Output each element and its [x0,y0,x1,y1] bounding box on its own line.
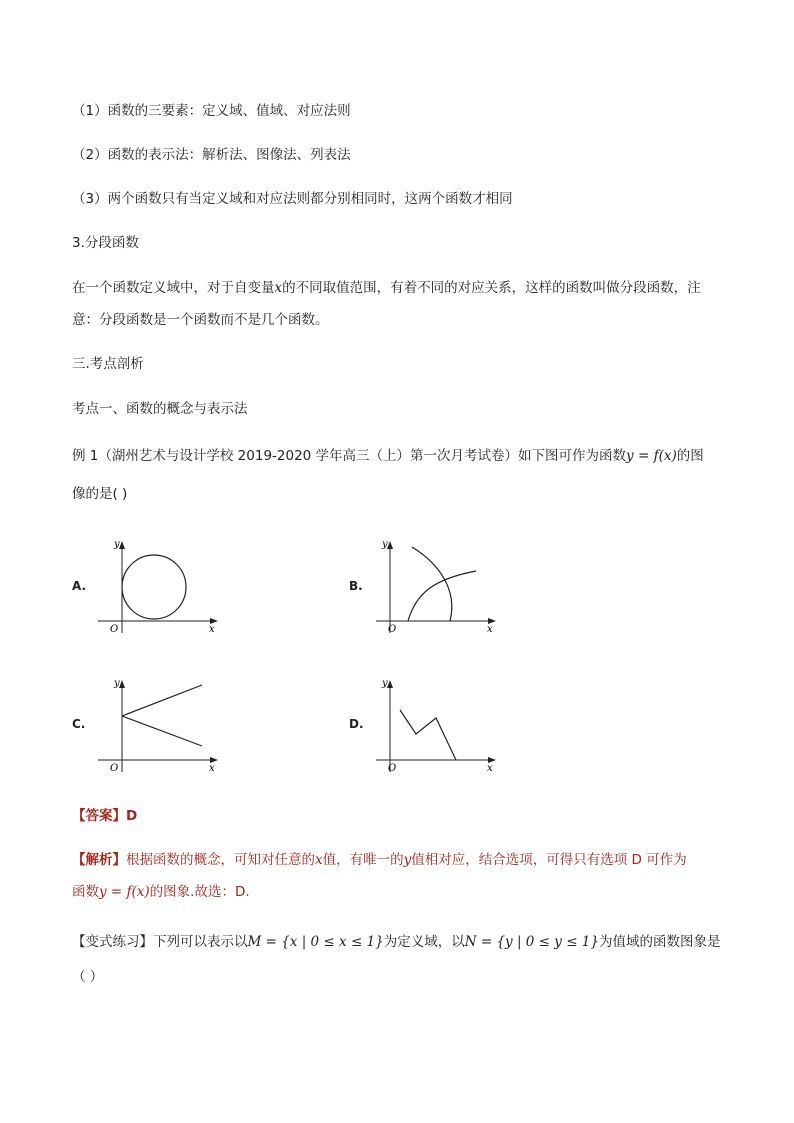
y-axis-label: y [382,539,388,550]
variable-x: x [315,852,323,868]
x-axis-label: x [487,624,493,635]
example-1-line-1 [72,446,704,466]
origin-label: O [110,624,119,635]
answer-line [72,806,137,826]
graph-a [94,533,224,638]
graph-c [94,672,224,777]
text-line-2: （2）函数的表示法：解析法、图像法、列表法 [72,147,351,163]
graph-b [372,533,502,638]
answer-value: D [126,808,138,824]
analysis-text: 的图象.故选：D. [149,884,250,900]
variant-line-1 [72,932,720,952]
ray-upper [122,685,202,716]
analysis-text: 函数 [72,884,99,900]
y-axis-label: y [382,678,388,689]
section-heading-piecewise: 3.分段函数 [72,235,139,251]
paragraph-text: 在一个函数定义域中，对于自变量 [72,280,275,296]
paragraph-piecewise-line-1 [72,278,701,298]
x-axis-label: x [487,763,493,774]
y-axis-label: y [114,678,120,689]
variant-tag: 【变式练习】 [72,934,153,950]
text-line-1: （1）函数的三要素：定义域、值域、对应法则 [72,103,351,119]
curve-1 [412,547,452,621]
analysis-line-2 [72,882,250,902]
x-axis-label: x [209,624,215,635]
variant-text: 为值域的函数图象是 [598,934,721,950]
option-a-label: A. [72,579,87,593]
analysis-text: 值，有唯一的 [322,852,404,868]
example-text: 的图 [676,448,704,464]
origin-label: O [388,624,397,635]
variant-answer-paren: （ ） [72,969,104,985]
paragraph-text: 的不同取值范围，有着不同的对应关系，这样的函数叫做分段函数，注 [282,280,701,296]
y-axis-arrow [119,541,125,549]
section-heading-analysis: 三.考点剖析 [72,356,144,372]
analysis-text: 值相对应，结合选项，可得只有选项 D 可作为 [411,852,687,868]
ray-lower [122,716,202,746]
analysis-text: 根据函数的概念，可知对任意的 [126,852,315,868]
answer-tag: 【答案】 [72,808,126,824]
subsection-heading: 考点一、函数的概念与表示法 [72,401,248,417]
analysis-line-1 [72,850,687,870]
graph-d [372,672,502,777]
function-expression: y = f(x) [99,884,150,900]
variant-text: 为定义域，以 [383,934,465,950]
y-axis-label: y [114,539,120,550]
variable-y: y [403,852,412,868]
paragraph-piecewise-line-2: 意：分段函数是一个函数而不是几个函数。 [72,312,329,328]
option-d-label: D. [349,717,364,731]
x-axis-label: x [209,763,215,774]
circle-curve [122,555,186,619]
origin-label: O [110,763,119,774]
curve-2 [408,571,476,621]
variant-text: 下列可以表示以 [153,934,248,950]
origin-label: O [388,763,397,774]
function-expression: y = f(x) [626,448,677,464]
analysis-tag: 【解析】 [72,852,126,868]
y-axis-arrow [119,680,125,688]
example-text: 例 1（湖州艺术与设计学校 2019-2020 学年高三（上）第一次月考试卷）如下图可作为函数 [72,448,627,464]
example-1-line-2: 像的是( ) [72,486,128,502]
set-n-expression: N = {y | 0 ≤ y ≤ 1} [464,934,599,950]
piecewise-polyline [400,710,456,760]
option-c-label: C. [72,717,86,731]
set-m-expression: M = {x | 0 ≤ x ≤ 1} [247,934,384,950]
y-axis-arrow [387,541,393,549]
y-axis-arrow [387,680,393,688]
option-b-label: B. [349,579,363,593]
variable-x: x [274,280,283,296]
text-line-3: （3）两个函数只有当定义域和对应法则都分别相同时，这两个函数才相同 [72,191,513,207]
